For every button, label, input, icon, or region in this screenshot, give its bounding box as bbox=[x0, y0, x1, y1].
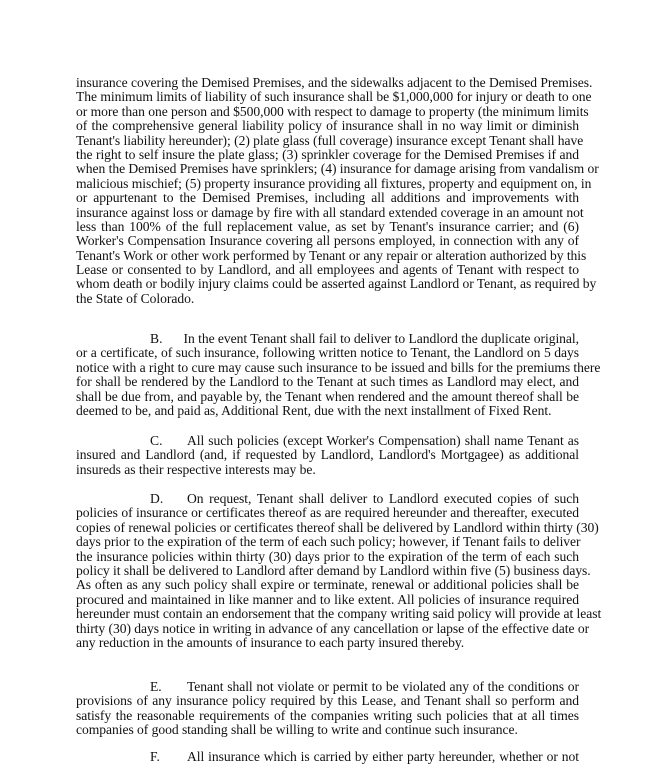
paragraph-line: As often as any such policy shall expire or terminate, renewal or additional policies shall be bbox=[76, 577, 579, 593]
paragraph-line: On request, Tenant shall deliver to Landlord executed copies of such bbox=[187, 491, 579, 506]
paragraph-line: Worker's Compensation Insurance covering all persons employed, in connection with any of bbox=[76, 233, 579, 249]
paragraph-label: E. bbox=[150, 679, 162, 694]
paragraph-line: thirty (30) days notice in writing in advance of any cancellation or lapse of the effective date or bbox=[76, 620, 590, 636]
paragraph-line: whom death or bodily injury claims could be asserted against Landlord or Tenant, as required by bbox=[76, 276, 597, 292]
paragraph-line: insurance against loss or damage by fire with all standard extended coverage in an amount not bbox=[76, 204, 584, 220]
paragraph-c bbox=[76, 434, 579, 477]
paragraph-label: B. bbox=[150, 331, 163, 346]
paragraph-line: shall be due from, and payable by, the Tenant when rendered and the amount thereof shall be bbox=[76, 388, 579, 404]
paragraph-line: Tenant shall not violate or permit to be violated any of the conditions or bbox=[187, 679, 579, 694]
paragraph-a-continuation bbox=[76, 75, 599, 306]
paragraph-first-line bbox=[76, 680, 579, 694]
paragraph-first-line bbox=[76, 492, 579, 506]
paragraph-line: Tenant's Work or other work performed by Tenant or any repair or alteration authorized by this bbox=[76, 247, 587, 263]
paragraph-line: deemed to be, and paid as, Additional Rent, due with the next installment of Fixed Rent. bbox=[76, 402, 552, 418]
paragraph-label: F. bbox=[150, 749, 160, 764]
paragraph-line: or a certificate, of such insurance, following written notice to Tenant, the Landlord on 5 days bbox=[76, 345, 579, 361]
paragraph-line: insurance covering the Demised Premises, and the sidewalks adjacent to the Demised Premises. bbox=[76, 75, 593, 90]
paragraph-d bbox=[76, 491, 602, 650]
paragraph-line: copies of renewal policies or certificates thereof shall be delivered by Landlord within thirty (30) bbox=[76, 519, 599, 535]
paragraph-line: the right to self insure the plate glass; (3) sprinkler coverage for the Demised Premises if and bbox=[76, 146, 579, 162]
paragraph-first-line bbox=[76, 750, 579, 764]
paragraph-line: or more than one person and $500,000 with respect to damage to property (the minimum limits bbox=[76, 103, 589, 119]
paragraph-line: insureds as their respective interests may be. bbox=[76, 461, 316, 477]
paragraph-first-line bbox=[76, 332, 579, 346]
paragraph-line: for shall be rendered by the Landlord to the Tenant at such times as Landlord may elect, and bbox=[76, 374, 579, 390]
paragraph-line: Tenant's liability hereunder); (2) plate glass (full coverage) insurance except Tenant shall have bbox=[76, 132, 584, 148]
paragraph-line: satisfy the reasonable requirements of the companies writing such policies that at all times bbox=[76, 707, 579, 723]
paragraph-line: provisions of any insurance policy required by this Lease, and Tenant shall so perform and bbox=[76, 693, 579, 709]
paragraph-line: In the event Tenant shall fail to deliver to Landlord the duplicate original, bbox=[183, 331, 579, 346]
paragraph-line: any reduction in the amounts of insurance to each party insured thereby. bbox=[76, 634, 465, 650]
paragraph-line: procured and maintained in like manner and to like extent. All policies of insurance required bbox=[76, 591, 579, 607]
paragraph-line: All such policies (except Worker's Compensation) shall name Tenant as bbox=[187, 433, 579, 448]
paragraph-label: D. bbox=[150, 491, 164, 506]
paragraph-label: C. bbox=[150, 433, 163, 448]
paragraph-line: Lease or consented to by Landlord, and all employees and agents of Tenant with respect to bbox=[76, 262, 579, 278]
paragraph-f bbox=[76, 750, 579, 764]
paragraph-line: the State of Colorado. bbox=[76, 290, 195, 306]
paragraph-first-line bbox=[76, 434, 579, 448]
paragraph-line: insured and Landlord (and, if requested by Landlord, Landlord's Mortgagee) as additional bbox=[76, 447, 579, 463]
paragraph-line: hereunder must contain an endorsement that the company writing said policy will provide at least bbox=[76, 606, 602, 622]
paragraph-line: of the comprehensive general liability policy of insurance shall in no way limit or diminish bbox=[76, 118, 579, 134]
paragraph-line: policy it shall be delivered to Landlord after demand by Landlord within five (5) business days. bbox=[76, 562, 591, 578]
paragraph-line: notice with a right to cure may cause such insurance to be issued and bills for the premiums there bbox=[76, 359, 601, 375]
paragraph-line: All insurance which is carried by either party hereunder, whether or not bbox=[187, 749, 579, 764]
paragraph-line: less than 100% of the full replacement value, as set by Tenant's insurance carrier; and (6) bbox=[76, 218, 579, 234]
paragraph-line: or appurtenant to the Demised Premises, including all additions and improvements with bbox=[76, 190, 579, 206]
paragraph-line: companies of good standing shall be willing to write and continue such insurance. bbox=[76, 722, 518, 738]
paragraph-b bbox=[76, 331, 601, 418]
paragraph-line: policies of insurance or certificates thereof as are required hereunder and thereafter, executed bbox=[76, 505, 579, 521]
paragraph-line: The minimum limits of liability of such insurance shall be $1,000,000 for injury or death to one bbox=[76, 89, 592, 105]
paragraph-e bbox=[76, 680, 579, 738]
paragraph-line: days prior to the expiration of the term of each such policy; however, if Tenant fails to deliver bbox=[76, 534, 581, 550]
paragraph-line: malicious mischief; (5) property insurance providing all fixtures, property and equipment on, in bbox=[76, 175, 592, 191]
paragraph-line: when the Demised Premises have sprinklers; (4) insurance for damage arising from vandalism or bbox=[76, 161, 599, 177]
paragraph-line: the insurance policies within thirty (30) days prior to the expiration of the term of each such bbox=[76, 548, 579, 564]
